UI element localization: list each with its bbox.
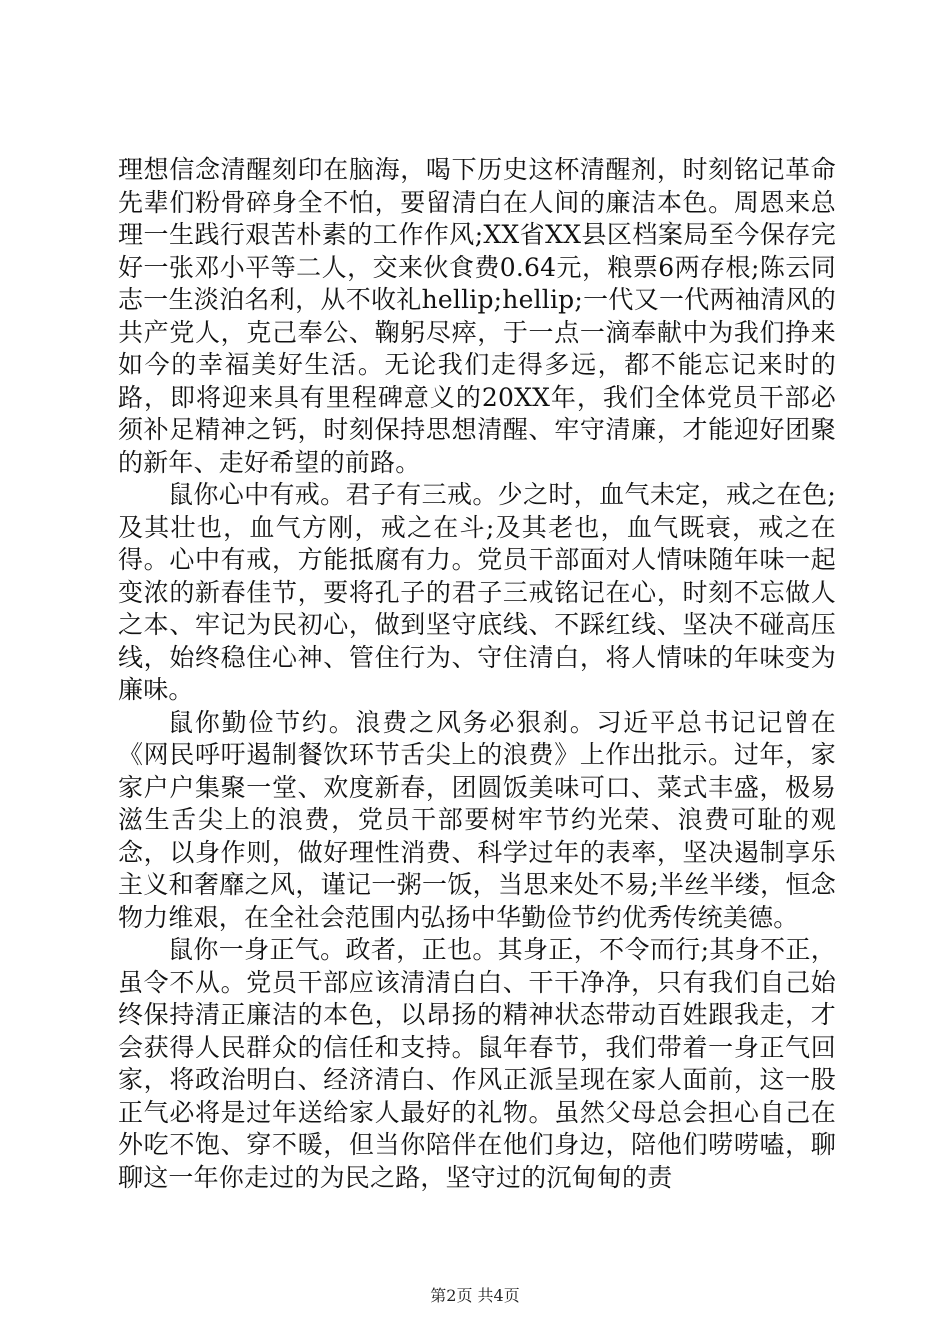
paragraph-1: 理想信念清醒刻印在脑海，喝下历史这杯清醒剂，时刻铭记革命先辈们粉骨碎身全不怕，要留清白在人间的廉洁本色。周恩来总理一生践行艰苦朴素的工作作风;XX省XX县区档案局至今保存完好一张邓小平等二人，交来伙食费0.64元，粮票6两存根;陈云同志一生淡泊名利，从不收礼hellip;hellip;一代又一代两袖清风的共产党人，克己奉公、鞠躬尽瘁，于一点一滴奉献中为我们挣来如今的幸福美好生活。无论我们走得多远，都不能忘记来时的路，即将迎来具有里程碑意义的20XX年，我们全体党员干部必须补足精神之钙，时刻保持思想清醒、牢守清廉，才能迎好团聚的新年、走好希望的前路。 xyxy=(118,155,836,477)
paragraph-4: 鼠你一身正气。政者，正也。其身正，不令而行;其身不正，虽令不从。党员干部应该清清白白、干干净净，只有我们自己始终保持清正廉洁的本色，以昂扬的精神状态带动百姓跟我走，才会获得人民群众的信任和支持。鼠年春节，我们带着一身正气回家，将政治明白、经济清白、作风正派呈现在家人面前，这一股正气必将是过年送给家人最好的礼物。虽然父母总会担心自己在外吃不饱、穿不暖，但当你陪伴在他们身边，陪他们唠唠嗑，聊聊这一年你走过的为民之路，坚守过的沉甸甸的责 xyxy=(118,935,836,1192)
paragraph-3: 鼠你勤俭节约。浪费之风务必狠刹。习近平总书记记曾在《网民呼吁遏制餐饮环节舌尖上的浪费》上作出批示。过年，家家户户集聚一堂、欢度新春，团圆饭美味可口、菜式丰盛，极易滋生舌尖上的浪费，党员干部要树牢节约光荣、浪费可耻的观念，以身作则，做好理性消费、科学过年的表率，坚决遏制享乐主义和奢靡之风，谨记一粥一饭，当思来处不易;半丝半缕，恒念物力维艰，在全社会范围内弘扬中华勤俭节约优秀传统美德。 xyxy=(118,707,836,932)
paragraph-2: 鼠你心中有戒。君子有三戒。少之时，血气未定，戒之在色;及其壮也，血气方刚，戒之在斗;及其老也，血气既衰，戒之在得。心中有戒，方能抵腐有力。党员干部面对人情味随年味一起变浓的新春佳节，要将孔子的君子三戒铭记在心，时刻不忘做人之本、牢记为民初心，做到坚守底线、不踩红线、坚决不碰高压线，始终稳住心神、管住行为、守住清白，将人情味的年味变为廉味。 xyxy=(118,480,836,704)
page-number-footer: 第2页 共4页 xyxy=(430,1286,520,1305)
document-body xyxy=(118,154,836,1194)
